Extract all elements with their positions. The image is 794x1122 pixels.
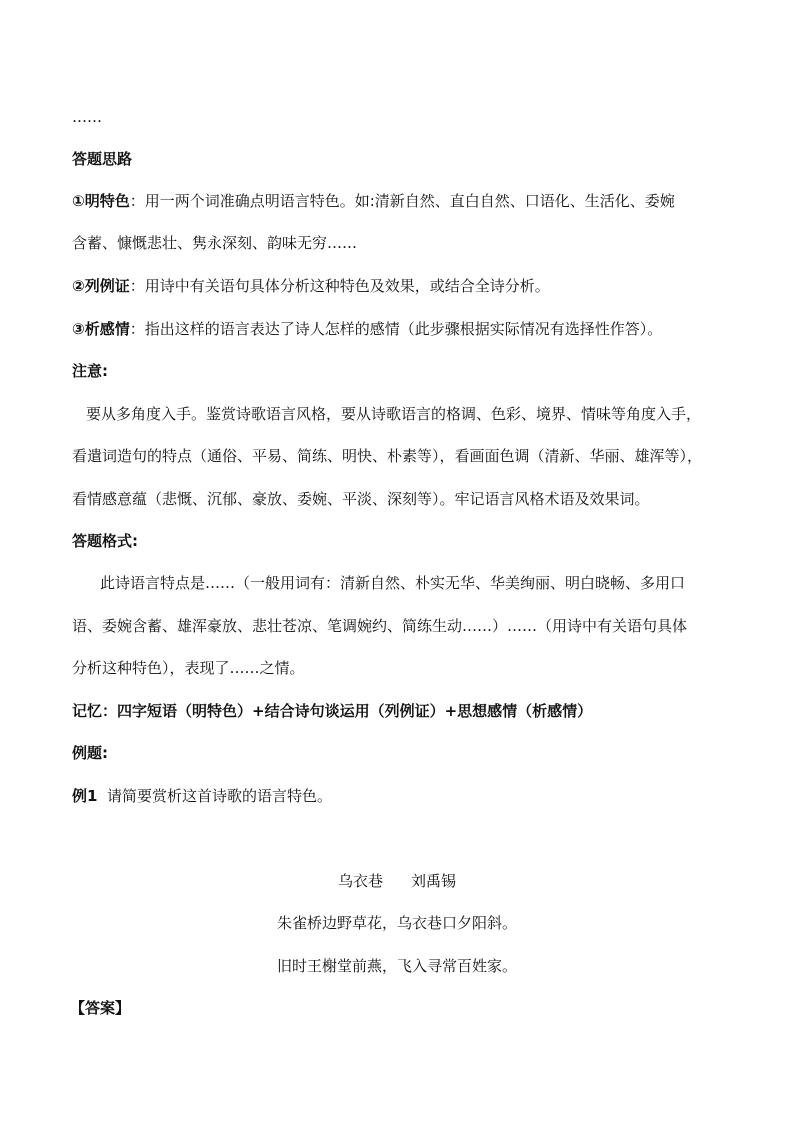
thinking-heading: 答题思路 <box>72 150 133 168</box>
note-line-1: 要从多角度入手。鉴赏诗歌语言风格，要从诗歌语言的格调、色彩、境界、情味等角度入手， <box>86 405 702 423</box>
example-label: 例1 <box>72 787 98 805</box>
step2-line <box>72 275 722 297</box>
poem-line-1: 朱雀桥边野草花，乌衣巷口夕阳斜。 <box>276 914 517 932</box>
note-line-2: 看遣词造句的特点（通俗、平易、简练、明快、朴素等），看画面色调（清新、华丽、雄浑等）， <box>72 447 703 465</box>
step2-text: ：用诗中有关语句具体分析这种特色及效果，或结合全诗分析。 <box>129 277 550 295</box>
step1-text: ：用一两个词准确点明语言特色。如:清新自然、直白自然、口语化、生活化、委婉 <box>129 192 675 210</box>
ellipsis-top: …… <box>72 108 102 126</box>
poem-line-2: 旧时王榭堂前燕，飞入寻常百姓家。 <box>276 957 517 975</box>
format-line-2: 语、委婉含蓄、雄浑豪放、悲壮苍凉、笔调婉约、简练生动……）……（用诗中有关语句具体 <box>72 617 688 635</box>
step3-line <box>72 318 722 340</box>
answer-label: 【答案】 <box>70 999 131 1017</box>
step2-label: ②列例证 <box>72 277 130 295</box>
format-heading: 答题格式: <box>72 532 138 550</box>
example-question: 请简要赏析这首诗歌的语言特色。 <box>106 787 332 805</box>
poem-header <box>0 870 794 892</box>
note-line-3: 看情感意蕴（悲慨、沉郁、豪放、委婉、平淡、深刻等）。牢记语言风格术语及效果词。 <box>72 490 650 508</box>
step1-label: ①明特色 <box>72 192 130 210</box>
example-question-line <box>72 785 722 807</box>
step3-text: ：指出这样的语言表达了诗人怎样的感情（此步骤根据实际情况有选择性作答）。 <box>129 320 663 338</box>
step1-line <box>72 190 722 212</box>
note-heading: 注意: <box>72 362 108 380</box>
format-line-1: 此诗语言特点是……（一般用词有：清新自然、朴实无华、华美绚丽、明白晓畅、多用口 <box>100 574 686 592</box>
step3-label: ③析感情 <box>72 320 130 338</box>
memory-line: 记忆：四字短语（明特色）+结合诗句谈运用（列例证）+思想感情（析感情） <box>72 702 593 720</box>
poem-author: 刘禹锡 <box>411 872 457 890</box>
example-heading: 例题: <box>72 744 108 762</box>
poem-title: 乌衣巷 <box>337 872 383 890</box>
step1-continuation: 含蓄、慷慨悲壮、隽永深刻、韵味无穷…… <box>72 234 358 252</box>
format-line-3: 分析这种特色），表现了……之情。 <box>72 659 305 677</box>
